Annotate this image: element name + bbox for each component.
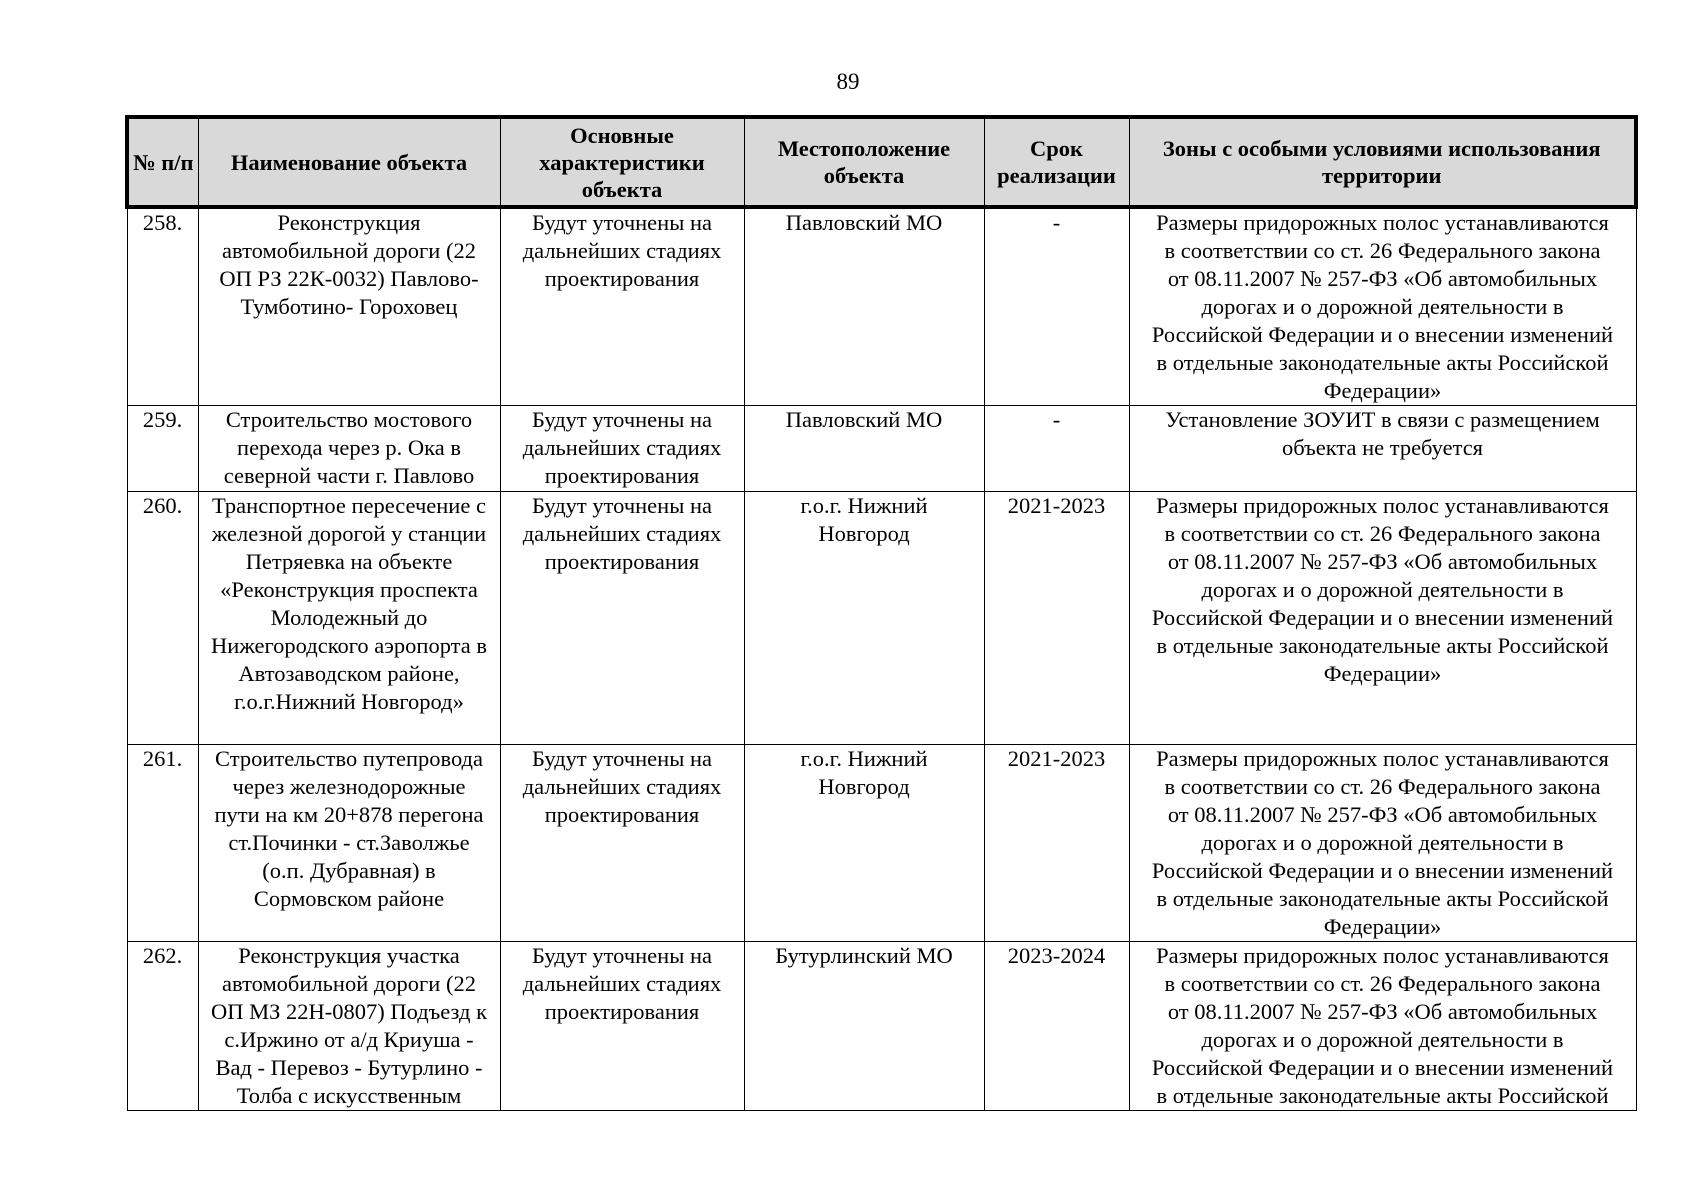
object-location: Бутурлинский МО xyxy=(744,942,984,1111)
object-characteristics: Будут уточнены на дальнейших стадиях проектирования xyxy=(500,492,744,745)
object-name: Строительство путепровода через железнодорожные пути на км 20+878 перегона ст.Починки - ст.Заволжье (о.п. Дубравная) в Сормовском районе xyxy=(198,745,500,942)
header-zones: Зоны с особыми условиями использования территории xyxy=(1129,117,1636,207)
row-number: 261. xyxy=(127,745,198,942)
table-row xyxy=(127,207,1636,406)
table-row xyxy=(127,492,1636,745)
object-location: г.о.г. Нижний Новгород xyxy=(744,492,984,745)
object-location: Павловский МО xyxy=(744,207,984,406)
object-name: Строительство мостового перехода через р. Ока в северной части г. Павлово xyxy=(198,406,500,492)
object-name: Реконструкция автомобильной дороги (22 ОП РЗ 22К-0032) Павлово- Тумботино- Гороховец xyxy=(198,207,500,406)
special-zones: Установление ЗОУИТ в связи с размещением объекта не требуется xyxy=(1129,406,1636,492)
header-characteristics: Основные характеристики объекта xyxy=(500,117,744,207)
implementation-term: - xyxy=(984,406,1129,492)
table-row xyxy=(127,942,1636,1111)
object-name: Транспортное пересечение с железной дорогой у станции Петряевка на объекте «Реконструкция проспекта Молодежный до Нижегородского аэропорта в Автозаводском районе, г.о.г.Нижний Новгород» xyxy=(198,492,500,745)
implementation-term: 2021-2023 xyxy=(984,745,1129,942)
object-name: Реконструкция участка автомобильной дороги (22 ОП МЗ 22Н-0807) Подъезд к с.Иржино от а/д Криуша - Вад - Перевоз - Бутурлино - Толба с искусственным xyxy=(198,942,500,1111)
row-number: 262. xyxy=(127,942,198,1111)
header-name: Наименование объекта xyxy=(198,117,500,207)
object-characteristics: Будут уточнены на дальнейших стадиях проектирования xyxy=(500,745,744,942)
object-location: Павловский МО xyxy=(744,406,984,492)
table-row xyxy=(127,745,1636,942)
implementation-term: - xyxy=(984,207,1129,406)
table-row xyxy=(127,406,1636,492)
header-term: Срок реализации xyxy=(984,117,1129,207)
special-zones: Размеры придорожных полос устанавливаются в соответствии со ст. 26 Федерального закона от 08.11.2007 № 257-ФЗ «Об автомобильных дорогах и о дорожной деятельности в Российской Федерации и о внесении изменений в отдельные законодательные акты Российской Федерации» xyxy=(1129,745,1636,942)
row-number: 258. xyxy=(127,207,198,406)
row-number: 260. xyxy=(127,492,198,745)
object-location: г.о.г. Нижний Новгород xyxy=(744,745,984,942)
object-characteristics: Будут уточнены на дальнейших стадиях проектирования xyxy=(500,406,744,492)
header-num: № п/п xyxy=(127,117,198,207)
page-number: 89 xyxy=(836,69,860,94)
header-row xyxy=(127,117,1636,207)
special-zones: Размеры придорожных полос устанавливаются в соответствии со ст. 26 Федерального закона от 08.11.2007 № 257-ФЗ «Об автомобильных дорогах и о дорожной деятельности в Российской Федерации и о внесении изменений в отдельные законодательные акты Российской Федерации» xyxy=(1129,207,1636,406)
special-zones: Размеры придорожных полос устанавливаются в соответствии со ст. 26 Федерального закона от 08.11.2007 № 257-ФЗ «Об автомобильных дорогах и о дорожной деятельности в Российской Федерации и о внесении изменений в отдельные законодательные акты Российской xyxy=(1129,942,1636,1111)
row-number: 259. xyxy=(127,406,198,492)
objects-table xyxy=(125,115,1638,1111)
table-header xyxy=(127,117,1636,207)
table-body xyxy=(127,207,1636,1111)
special-zones: Размеры придорожных полос устанавливаются в соответствии со ст. 26 Федерального закона от 08.11.2007 № 257-ФЗ «Об автомобильных дорогах и о дорожной деятельности в Российской Федерации и о внесении изменений в отдельные законодательные акты Российской Федерации» xyxy=(1129,492,1636,745)
implementation-term: 2023-2024 xyxy=(984,942,1129,1111)
object-characteristics: Будут уточнены на дальнейших стадиях проектирования xyxy=(500,942,744,1111)
header-location: Местоположение объекта xyxy=(744,117,984,207)
implementation-term: 2021-2023 xyxy=(984,492,1129,745)
object-characteristics: Будут уточнены на дальнейших стадиях проектирования xyxy=(500,207,744,406)
